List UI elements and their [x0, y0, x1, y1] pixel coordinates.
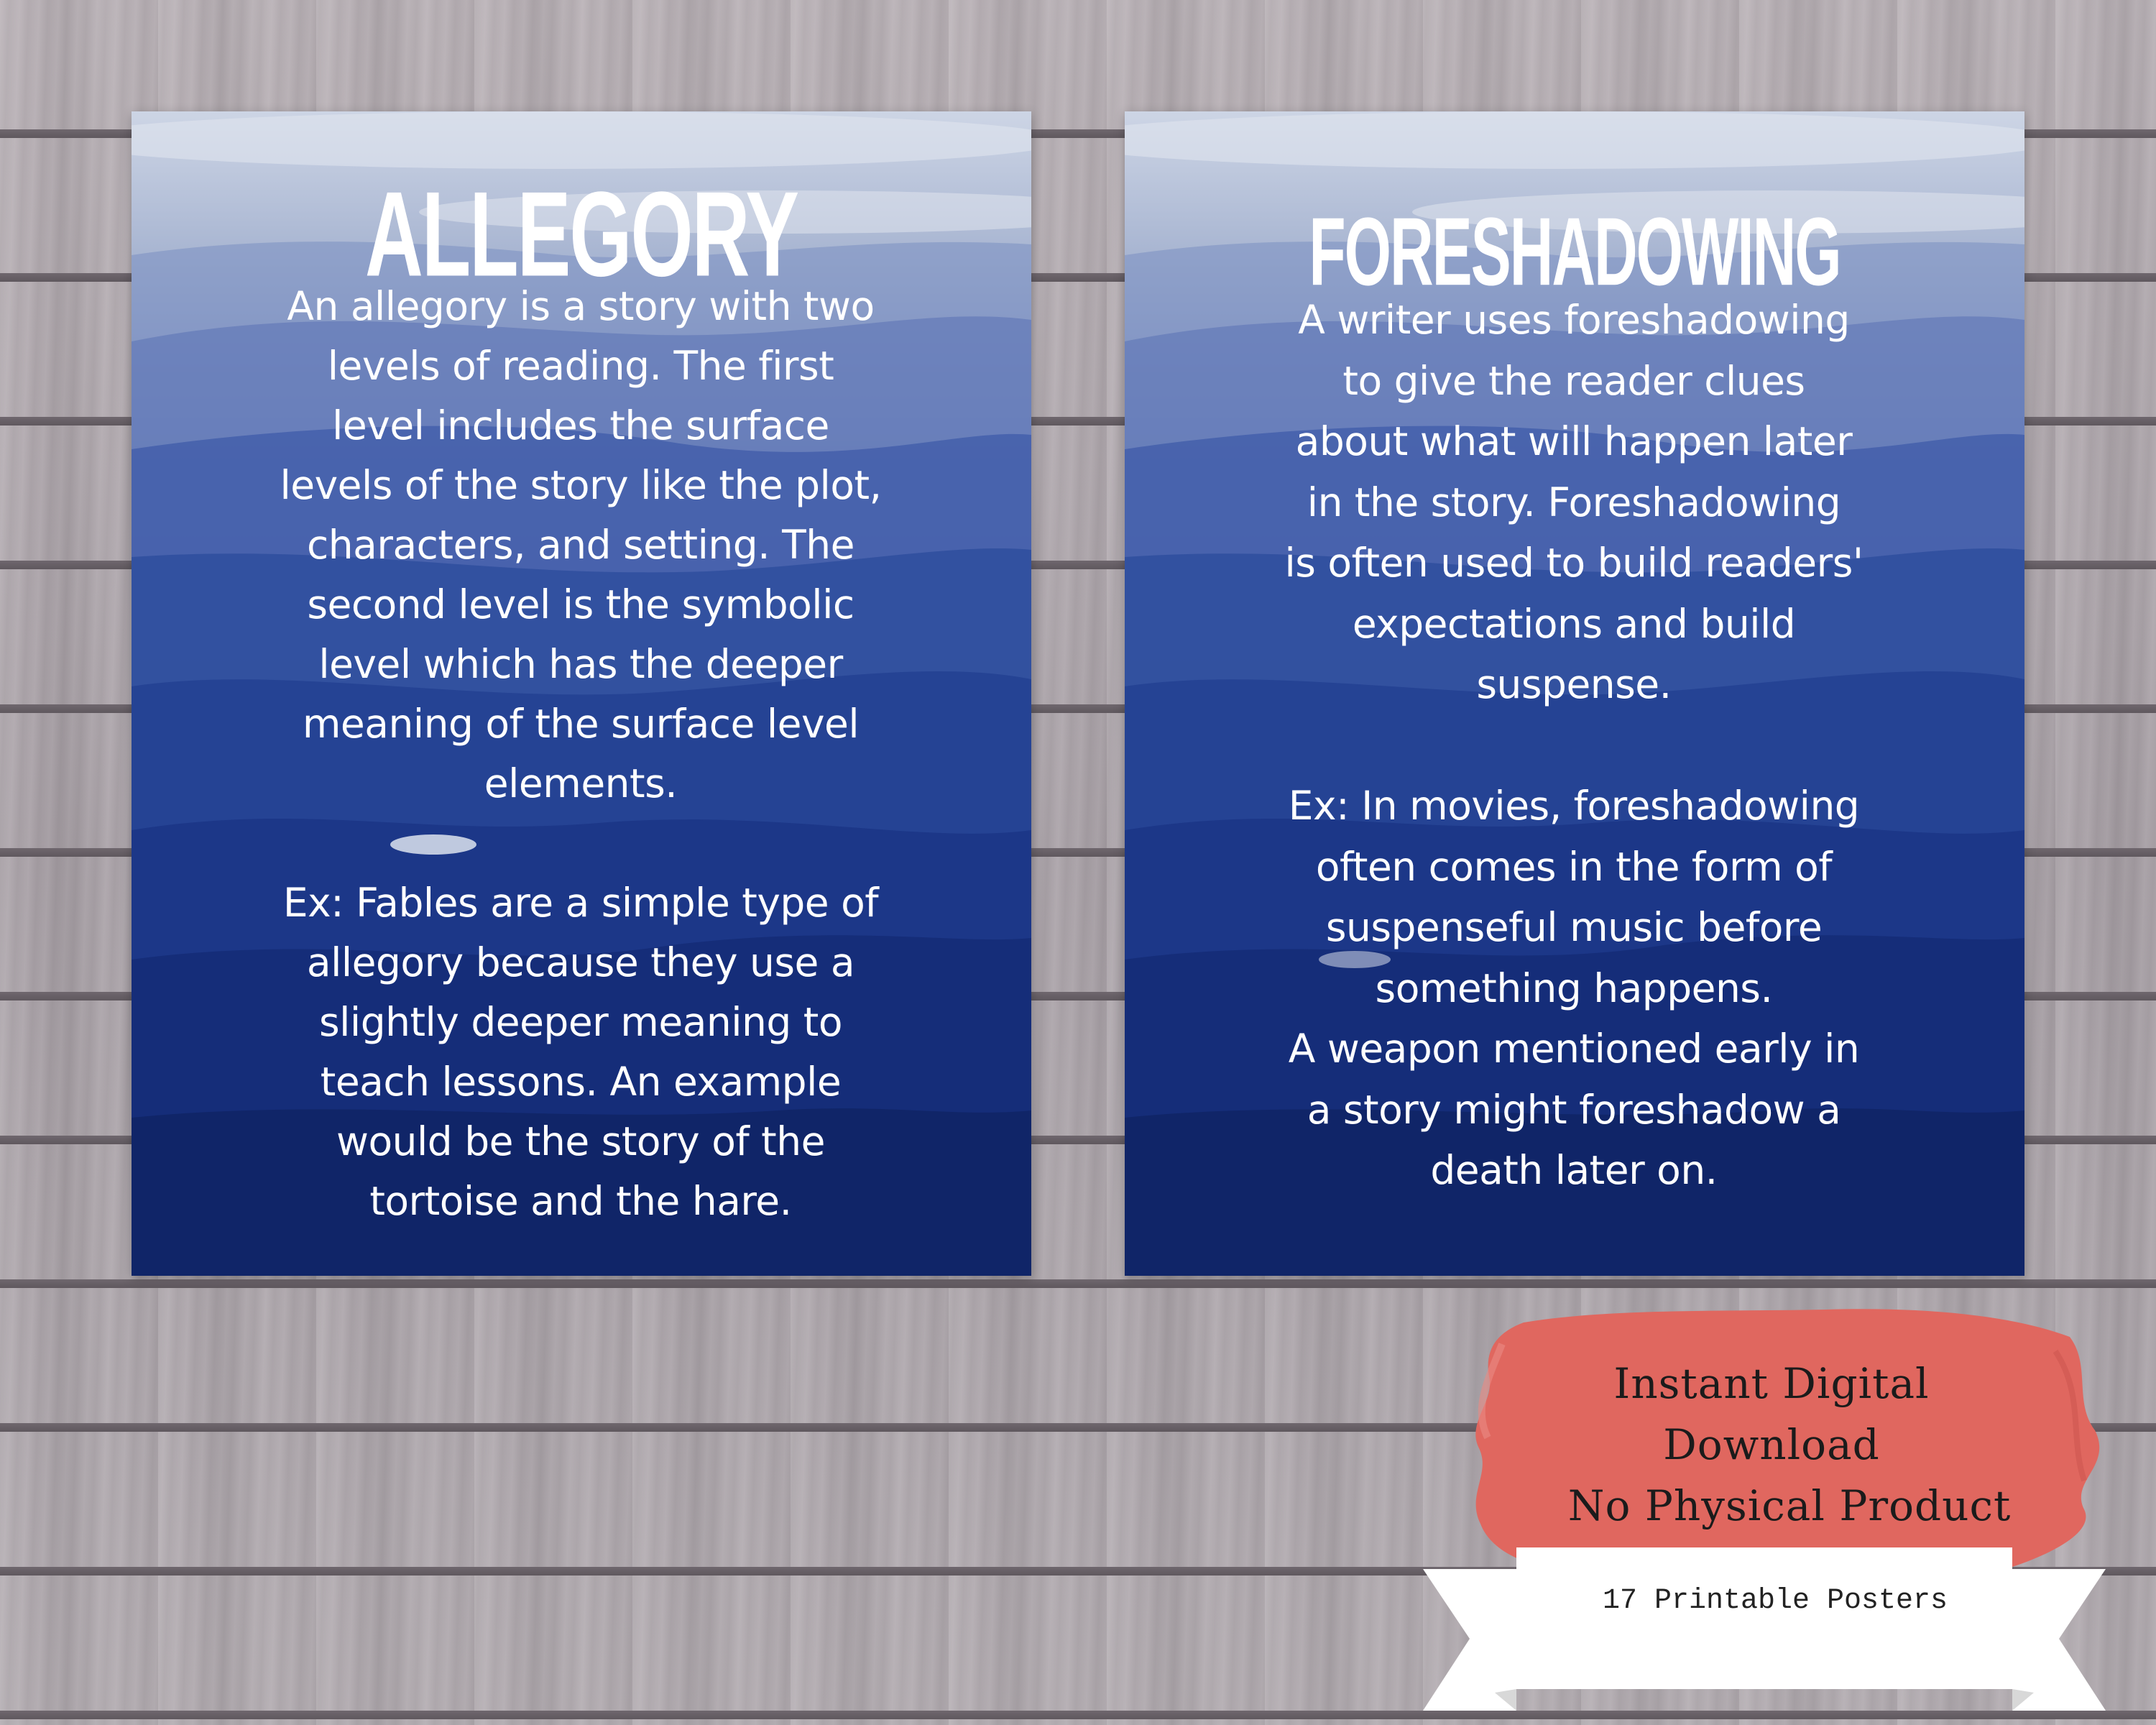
- badge-text-download: Download: [1663, 1420, 1880, 1469]
- badge-text-instant-digital: Instant Digital: [1613, 1359, 1930, 1408]
- poster-title: ALLEGORY: [364, 167, 798, 302]
- poster-body-text: A writer uses foreshadowing to give the reader clues about what will happen later in the story. Foreshadowing is often used to build readers' expectations and build suspense. Ex: In movies, foreshadowing often comes in the form of suspenseful music before something happens. A weapon mentioned early in a story might foreshadow a death later on.: [1284, 297, 1864, 1193]
- download-badge: [1423, 1294, 2156, 1725]
- poster-foreshadowing: [1125, 111, 2024, 1276]
- badge-text-no-physical-product: No Physical Product: [1567, 1481, 2012, 1530]
- poster-title: FORESHADOWING: [1309, 197, 1841, 305]
- ribbon-text: 17 Printable Posters: [1602, 1585, 1948, 1617]
- poster-allegory: [132, 111, 1031, 1276]
- poster-body-text: An allegory is a story with two levels of reading. The first level includes the surface levels of the story like the plot, characters, and setting. The second level is the symbolic level which has the deeper meaning of the surface level elements. Ex: Fables are a simple type of allegory because they use a slightly deeper meaning to teach lessons. An example would be the story of the tortoise and the hare.: [280, 283, 882, 1224]
